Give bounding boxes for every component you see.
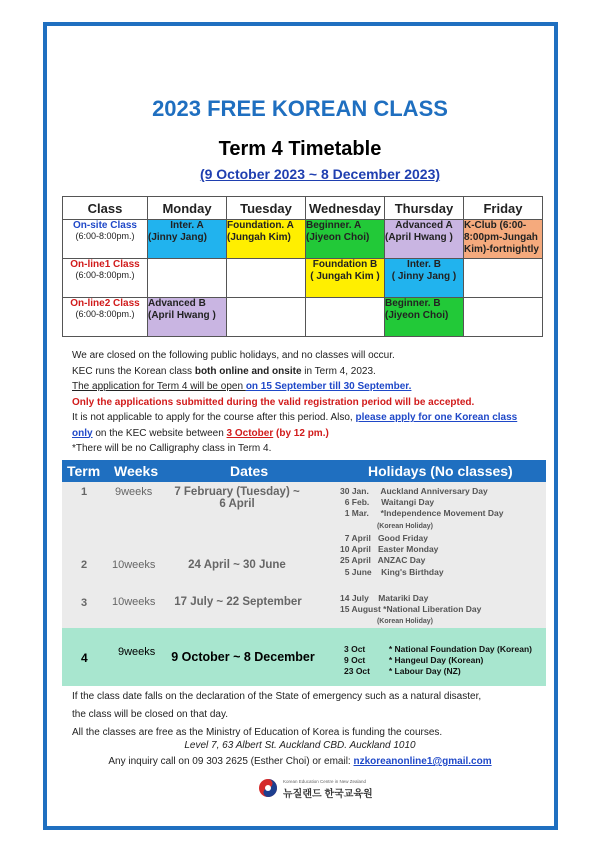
slot-online2-monday bbox=[148, 298, 227, 337]
footer-line: the class will be closed on that day. bbox=[72, 709, 229, 720]
footer-notes bbox=[72, 688, 481, 742]
note-text: It is not applicable to apply for the course after this period. Also, bbox=[72, 412, 356, 423]
term-dates: 24 April ~ 30 June bbox=[188, 559, 286, 571]
header-class: Class bbox=[63, 197, 148, 220]
term-dates bbox=[172, 486, 302, 510]
note-line bbox=[72, 410, 542, 426]
slot-teacher: (Jinny Jang) bbox=[148, 232, 207, 243]
slot-online2-friday bbox=[464, 298, 543, 337]
slot-online2-tuesday bbox=[227, 298, 306, 337]
inquiry-line bbox=[0, 756, 600, 767]
slot-teacher: (Jiyeon Choi) bbox=[385, 310, 449, 321]
header-tuesday: Tuesday bbox=[227, 197, 306, 220]
kec-emblem-icon bbox=[258, 778, 278, 798]
note-text: in Term 4, 2023. bbox=[301, 365, 376, 377]
term-date-line: 6 April bbox=[219, 498, 255, 510]
term-number: 2 bbox=[81, 559, 88, 571]
class-cell-onsite bbox=[63, 220, 148, 259]
logo-korean: 뉴질랜드 한국교육원 bbox=[283, 789, 373, 800]
note-date: 3 October bbox=[226, 427, 274, 439]
class-time: (6:00-8:00pm.) bbox=[75, 309, 135, 319]
slot-online1-friday bbox=[464, 259, 543, 298]
note-line bbox=[72, 426, 542, 442]
term-holidays: 3 Oct * National Foundation Day (Korean) 9 Oct * Hangeul Day (Korean) 23 Oct * Labour Day (NZ) bbox=[344, 644, 532, 677]
note-emphasis: only bbox=[72, 427, 93, 439]
slot-online2-thursday bbox=[385, 298, 464, 337]
slot-line: 8:00pm-Jungah bbox=[464, 232, 538, 243]
note-line bbox=[72, 395, 542, 411]
note-emphasis: both online and onsite bbox=[194, 365, 302, 377]
timetable-row-online2 bbox=[63, 298, 543, 337]
note-warning: Only the applications submitted during the valid registration period will be accepted. bbox=[72, 396, 475, 408]
slot-onsite-wednesday bbox=[306, 220, 385, 259]
slot-onsite-friday bbox=[464, 220, 543, 259]
timetable bbox=[62, 196, 543, 337]
term-weeks: 9weeks bbox=[118, 646, 156, 658]
term-dates: 9 October ~ 8 December bbox=[171, 650, 315, 664]
term-weeks: 10weeks bbox=[112, 596, 156, 608]
slot-level: Inter. B bbox=[407, 259, 441, 270]
note-text: We are closed on the following public holidays, and no classes will occur. bbox=[72, 350, 395, 361]
timetable-row-onsite bbox=[63, 220, 543, 259]
slot-level: Inter. A bbox=[170, 220, 204, 231]
slot-line: Kim)-fortnightly bbox=[464, 244, 539, 255]
term-dates: 17 July ~ 22 September bbox=[174, 596, 302, 608]
note-emphasis: please apply for one Korean class bbox=[355, 412, 518, 423]
slot-level: Beginner. B bbox=[385, 298, 441, 309]
term-holidays bbox=[340, 486, 503, 532]
holiday-note: (Korean Holiday) bbox=[340, 522, 433, 530]
note-text: The application for Term 4 will be open bbox=[72, 381, 246, 392]
kec-logo bbox=[258, 777, 373, 800]
class-name: On-line2 Class bbox=[70, 298, 140, 309]
timetable-header-row bbox=[63, 197, 543, 220]
term-holidays bbox=[340, 593, 481, 628]
slot-online1-wednesday bbox=[306, 259, 385, 298]
header-dates: Dates bbox=[230, 463, 269, 479]
logo-english: Korean Education Centre in New Zealand bbox=[283, 779, 367, 784]
page-title: 2023 FREE KOREAN CLASS bbox=[152, 96, 448, 121]
application-window: on 15 September till 30 September. bbox=[245, 381, 412, 392]
note-line bbox=[72, 364, 542, 380]
slot-teacher: ( Jinny Jang ) bbox=[391, 271, 457, 282]
class-cell-online1 bbox=[63, 259, 148, 298]
term-number: 4 bbox=[81, 651, 88, 665]
term-period: (9 October 2023 ~ 8 December 2023) bbox=[199, 166, 441, 182]
term-weeks: 10weeks bbox=[112, 559, 156, 571]
term-number: 1 bbox=[81, 486, 88, 498]
timetable-row-online1 bbox=[63, 259, 543, 298]
header-wednesday: Wednesday bbox=[306, 197, 385, 220]
slot-level: Advanced A bbox=[395, 220, 453, 231]
header-term: Term bbox=[67, 463, 101, 479]
note-line bbox=[72, 441, 542, 457]
slot-teacher: (Jungah Kim) bbox=[227, 232, 291, 243]
holiday-note: (Korean Holiday) bbox=[340, 618, 433, 626]
contact-email-link[interactable]: nzkoreanonline1@gmail.com bbox=[353, 756, 492, 767]
slot-onsite-tuesday bbox=[227, 220, 306, 259]
class-name: On-site Class bbox=[73, 220, 137, 231]
inquiry-text: Any inquiry call on 09 303 2625 (Esther Choi) or email: bbox=[108, 756, 354, 767]
note-text: *There will be no Calligraphy class in Term 4. bbox=[72, 443, 272, 454]
header-holidays: Holidays (No classes) bbox=[368, 463, 513, 479]
class-time: (6:00-8:00pm.) bbox=[75, 231, 135, 241]
slot-teacher: ( Jungah Kim ) bbox=[310, 271, 380, 282]
header-friday: Friday bbox=[464, 197, 543, 220]
slot-online1-tuesday bbox=[227, 259, 306, 298]
class-time: (6:00-8:00pm.) bbox=[75, 270, 135, 280]
slot-teacher: (Jiyeon Choi) bbox=[306, 232, 370, 243]
footer-line: All the classes are free as the Ministry of Education of Korea is funding the courses. bbox=[72, 727, 443, 738]
note-text: on the KEC website between bbox=[92, 427, 227, 439]
slot-online1-monday bbox=[148, 259, 227, 298]
header-thursday: Thursday bbox=[385, 197, 464, 220]
class-name: On-line1 Class bbox=[70, 259, 140, 270]
slot-teacher: (April Hwang ) bbox=[385, 232, 453, 243]
slot-online2-wednesday bbox=[306, 298, 385, 337]
footer-line: If the class date falls on the declaration of the State of emergency such as a natural disaster, bbox=[72, 691, 482, 702]
header-monday: Monday bbox=[148, 197, 227, 220]
terms-table bbox=[62, 460, 546, 686]
slot-level: Beginner. A bbox=[306, 220, 362, 231]
slot-onsite-monday bbox=[148, 220, 227, 259]
class-cell-online2 bbox=[63, 298, 148, 337]
slot-teacher: (April Hwang ) bbox=[148, 310, 216, 321]
holiday-list: 14 July Matariki Day 15 August *National Liberation Day bbox=[340, 593, 482, 615]
term-date-line: 7 February (Tuesday) ~ bbox=[174, 486, 300, 498]
note-line bbox=[72, 379, 542, 395]
note-line bbox=[72, 348, 542, 364]
page-subtitle: Term 4 Timetable bbox=[218, 138, 382, 160]
term-number: 3 bbox=[81, 597, 88, 609]
slot-line: K-Club (6:00- bbox=[464, 220, 527, 231]
notes-block bbox=[72, 348, 542, 457]
slot-onsite-thursday bbox=[385, 220, 464, 259]
address: Level 7, 63 Albert St. Auckland CBD. Auckland 1010 bbox=[184, 740, 416, 751]
holiday-list: 30 Jan. Auckland Anniversary Day 6 Feb. Waitangi Day 1 Mar. *Independence Movement Day bbox=[340, 486, 504, 519]
term-weeks: 9weeks bbox=[115, 486, 153, 498]
header-weeks: Weeks bbox=[114, 463, 159, 479]
note-time: (by 12 pm.) bbox=[273, 427, 329, 439]
slot-level: Foundation. A bbox=[227, 220, 294, 231]
slot-online1-thursday bbox=[385, 259, 464, 298]
term-holidays: 7 April Good Friday 10 April Easter Monday 25 April ANZAC Day 5 June King's Birthday bbox=[340, 533, 444, 577]
terms-header bbox=[62, 460, 546, 482]
note-text: KEC runs the Korean class bbox=[72, 365, 195, 377]
slot-level: Advanced B bbox=[148, 298, 206, 309]
slot-level: Foundation B bbox=[312, 259, 378, 270]
